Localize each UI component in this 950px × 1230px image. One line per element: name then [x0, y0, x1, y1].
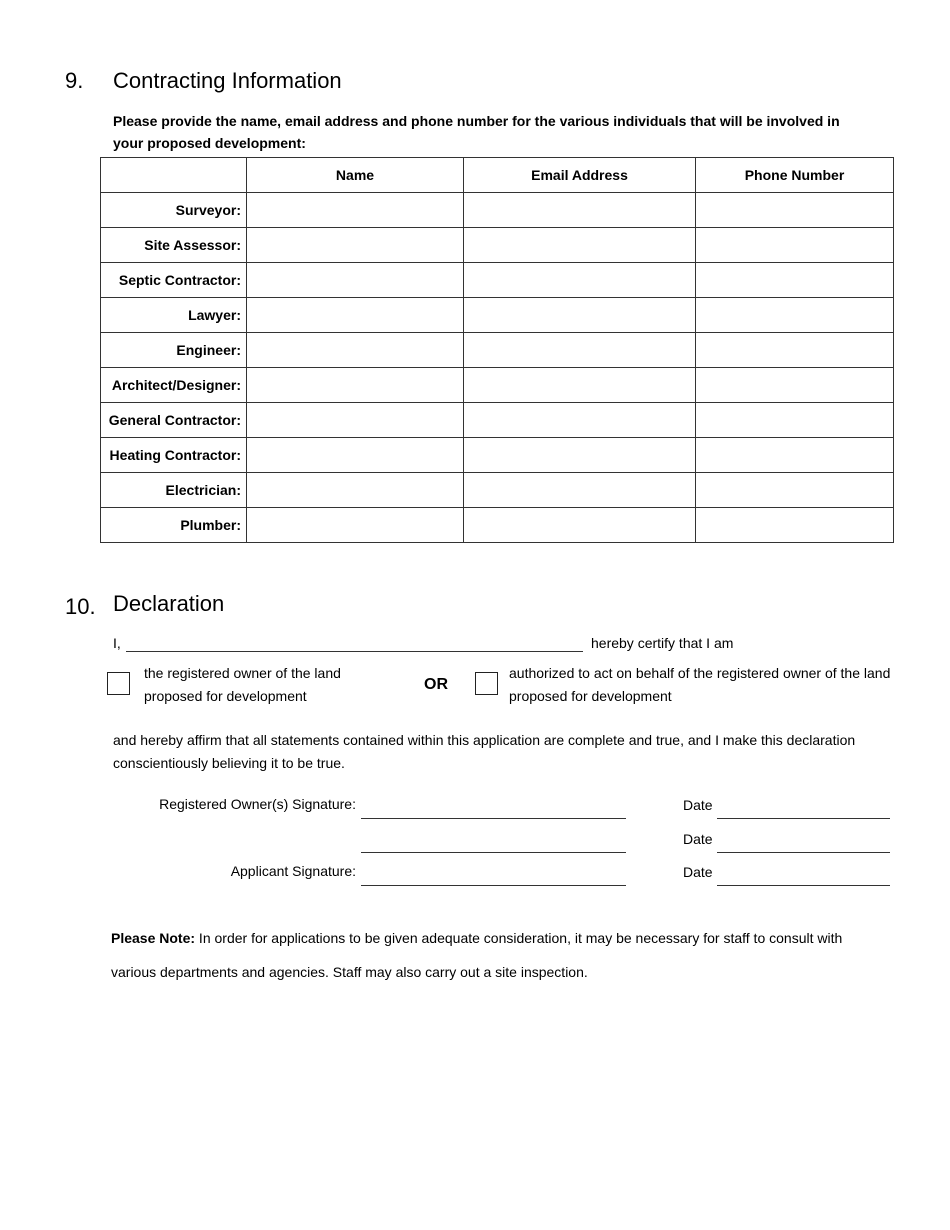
email-cell[interactable] — [464, 403, 696, 438]
header-email: Email Address — [464, 158, 696, 193]
applicant-date-line[interactable] — [717, 865, 890, 886]
phone-cell[interactable] — [696, 508, 894, 543]
applicant-date-label: Date — [683, 864, 713, 880]
phone-cell[interactable] — [696, 193, 894, 228]
phone-input[interactable] — [696, 438, 893, 472]
applicant-signature-line[interactable] — [361, 865, 626, 886]
name-input[interactable] — [247, 263, 463, 297]
note-label: Please Note: — [111, 930, 196, 946]
role-label: Engineer: — [101, 333, 247, 368]
email-cell[interactable] — [464, 473, 696, 508]
owner-date-input-1[interactable] — [717, 798, 894, 820]
declaration-i-prefix: I, — [113, 635, 121, 651]
name-cell[interactable] — [247, 403, 464, 438]
table-row — [101, 473, 894, 508]
phone-input[interactable] — [696, 193, 893, 227]
role-label: Plumber: — [101, 508, 247, 543]
phone-input[interactable] — [696, 298, 893, 332]
contacts-table — [100, 157, 894, 543]
phone-input[interactable] — [696, 263, 893, 297]
name-cell[interactable] — [247, 473, 464, 508]
declarant-name-input[interactable] — [126, 631, 587, 653]
owner-date-label-2: Date — [683, 831, 713, 847]
name-input[interactable] — [247, 193, 463, 227]
header-phone: Phone Number — [696, 158, 894, 193]
name-cell[interactable] — [247, 228, 464, 263]
owner-signature-input-1[interactable] — [361, 798, 630, 820]
email-cell[interactable] — [464, 368, 696, 403]
email-cell[interactable] — [464, 333, 696, 368]
note-text: In order for applications to be given adequate consideration, it may be necessary for staff to consult with various departments and agencies. Staff may also carry out a site inspection. — [111, 930, 843, 980]
role-label: Surveyor: — [101, 193, 247, 228]
registered-owner-label: the registered owner of the land proposed for development — [144, 665, 341, 704]
phone-input[interactable] — [696, 473, 893, 507]
email-input[interactable] — [464, 228, 695, 262]
name-cell[interactable] — [247, 438, 464, 473]
email-input[interactable] — [464, 438, 695, 472]
email-cell[interactable] — [464, 298, 696, 333]
owner-date-line-2[interactable] — [717, 832, 890, 853]
phone-cell[interactable] — [696, 403, 894, 438]
email-input[interactable] — [464, 473, 695, 507]
owner-date-label-1: Date — [683, 797, 713, 813]
owner-signature-line-2[interactable] — [361, 832, 626, 853]
table-row — [101, 333, 894, 368]
name-cell[interactable] — [247, 333, 464, 368]
email-input[interactable] — [464, 263, 695, 297]
role-label: Lawyer: — [101, 298, 247, 333]
declarant-name-field[interactable] — [126, 631, 583, 652]
table-row — [101, 368, 894, 403]
phone-cell[interactable] — [696, 228, 894, 263]
email-cell[interactable] — [464, 438, 696, 473]
name-cell[interactable] — [247, 508, 464, 543]
email-cell[interactable] — [464, 193, 696, 228]
section-10-title: Declaration — [113, 591, 225, 616]
certify-text: hereby certify that I am — [591, 635, 734, 651]
name-input[interactable] — [247, 403, 463, 437]
name-input[interactable] — [247, 228, 463, 262]
owner-signature-label: Registered Owner(s) Signature: — [159, 796, 356, 812]
phone-input[interactable] — [696, 333, 893, 367]
table-row — [101, 193, 894, 228]
table-row — [101, 438, 894, 473]
phone-cell[interactable] — [696, 298, 894, 333]
role-label: Electrician: — [101, 473, 247, 508]
phone-input[interactable] — [696, 508, 893, 542]
table-row — [101, 228, 894, 263]
name-cell[interactable] — [247, 298, 464, 333]
name-input[interactable] — [247, 333, 463, 367]
affirmation-text: and hereby affirm that all statements contained within this application are complete and true, and I make this declaration conscientiously believing it to be true. — [113, 732, 856, 771]
phone-input[interactable] — [696, 403, 893, 437]
name-input[interactable] — [247, 473, 463, 507]
table-row — [101, 508, 894, 543]
authorized-agent-checkbox[interactable] — [475, 672, 498, 695]
authorized-agent-label: authorized to act on behalf of the registered owner of the land proposed for development — [509, 665, 891, 704]
header-role — [101, 158, 247, 193]
phone-cell[interactable] — [696, 263, 894, 298]
table-row — [101, 298, 894, 333]
name-cell[interactable] — [247, 193, 464, 228]
role-label: Septic Contractor: — [101, 263, 247, 298]
email-cell[interactable] — [464, 508, 696, 543]
email-input[interactable] — [464, 298, 695, 332]
owner-signature-input-2[interactable] — [361, 832, 630, 854]
name-input[interactable] — [247, 438, 463, 472]
contracting-instructions: Please provide the name, email address and phone number for the various individuals that will be involved in your proposed development: — [113, 113, 840, 151]
phone-cell[interactable] — [696, 333, 894, 368]
owner-date-line-1[interactable] — [717, 798, 890, 819]
name-cell[interactable] — [247, 263, 464, 298]
owner-date-input-2[interactable] — [717, 832, 894, 854]
phone-input[interactable] — [696, 368, 893, 402]
or-separator: OR — [424, 676, 448, 693]
table-row — [101, 263, 894, 298]
section-9-number: 9. — [65, 68, 84, 93]
name-input[interactable] — [247, 298, 463, 332]
name-input[interactable] — [247, 368, 463, 402]
section-9-title: Contracting Information — [113, 68, 342, 93]
name-cell[interactable] — [247, 368, 464, 403]
phone-input[interactable] — [696, 228, 893, 262]
role-label: Heating Contractor: — [101, 438, 247, 473]
applicant-signature-label: Applicant Signature: — [230, 863, 356, 879]
applicant-signature-input[interactable] — [361, 865, 630, 887]
header-name: Name — [247, 158, 464, 193]
owner-signature-line-1[interactable] — [361, 798, 626, 819]
please-note — [111, 921, 881, 989]
table-row — [101, 403, 894, 438]
email-input[interactable] — [464, 403, 695, 437]
email-input[interactable] — [464, 333, 695, 367]
phone-cell[interactable] — [696, 438, 894, 473]
phone-cell[interactable] — [696, 473, 894, 508]
phone-cell[interactable] — [696, 368, 894, 403]
email-input[interactable] — [464, 508, 695, 542]
email-input[interactable] — [464, 193, 695, 227]
email-input[interactable] — [464, 368, 695, 402]
email-cell[interactable] — [464, 228, 696, 263]
section-10-number: 10. — [65, 594, 96, 619]
role-label: Architect/Designer: — [101, 368, 247, 403]
table-header-row — [101, 158, 894, 193]
applicant-date-input[interactable] — [717, 865, 894, 887]
role-label: General Contractor: — [101, 403, 247, 438]
role-label: Site Assessor: — [101, 228, 247, 263]
registered-owner-checkbox[interactable] — [107, 672, 130, 695]
name-input[interactable] — [247, 508, 463, 542]
email-cell[interactable] — [464, 263, 696, 298]
